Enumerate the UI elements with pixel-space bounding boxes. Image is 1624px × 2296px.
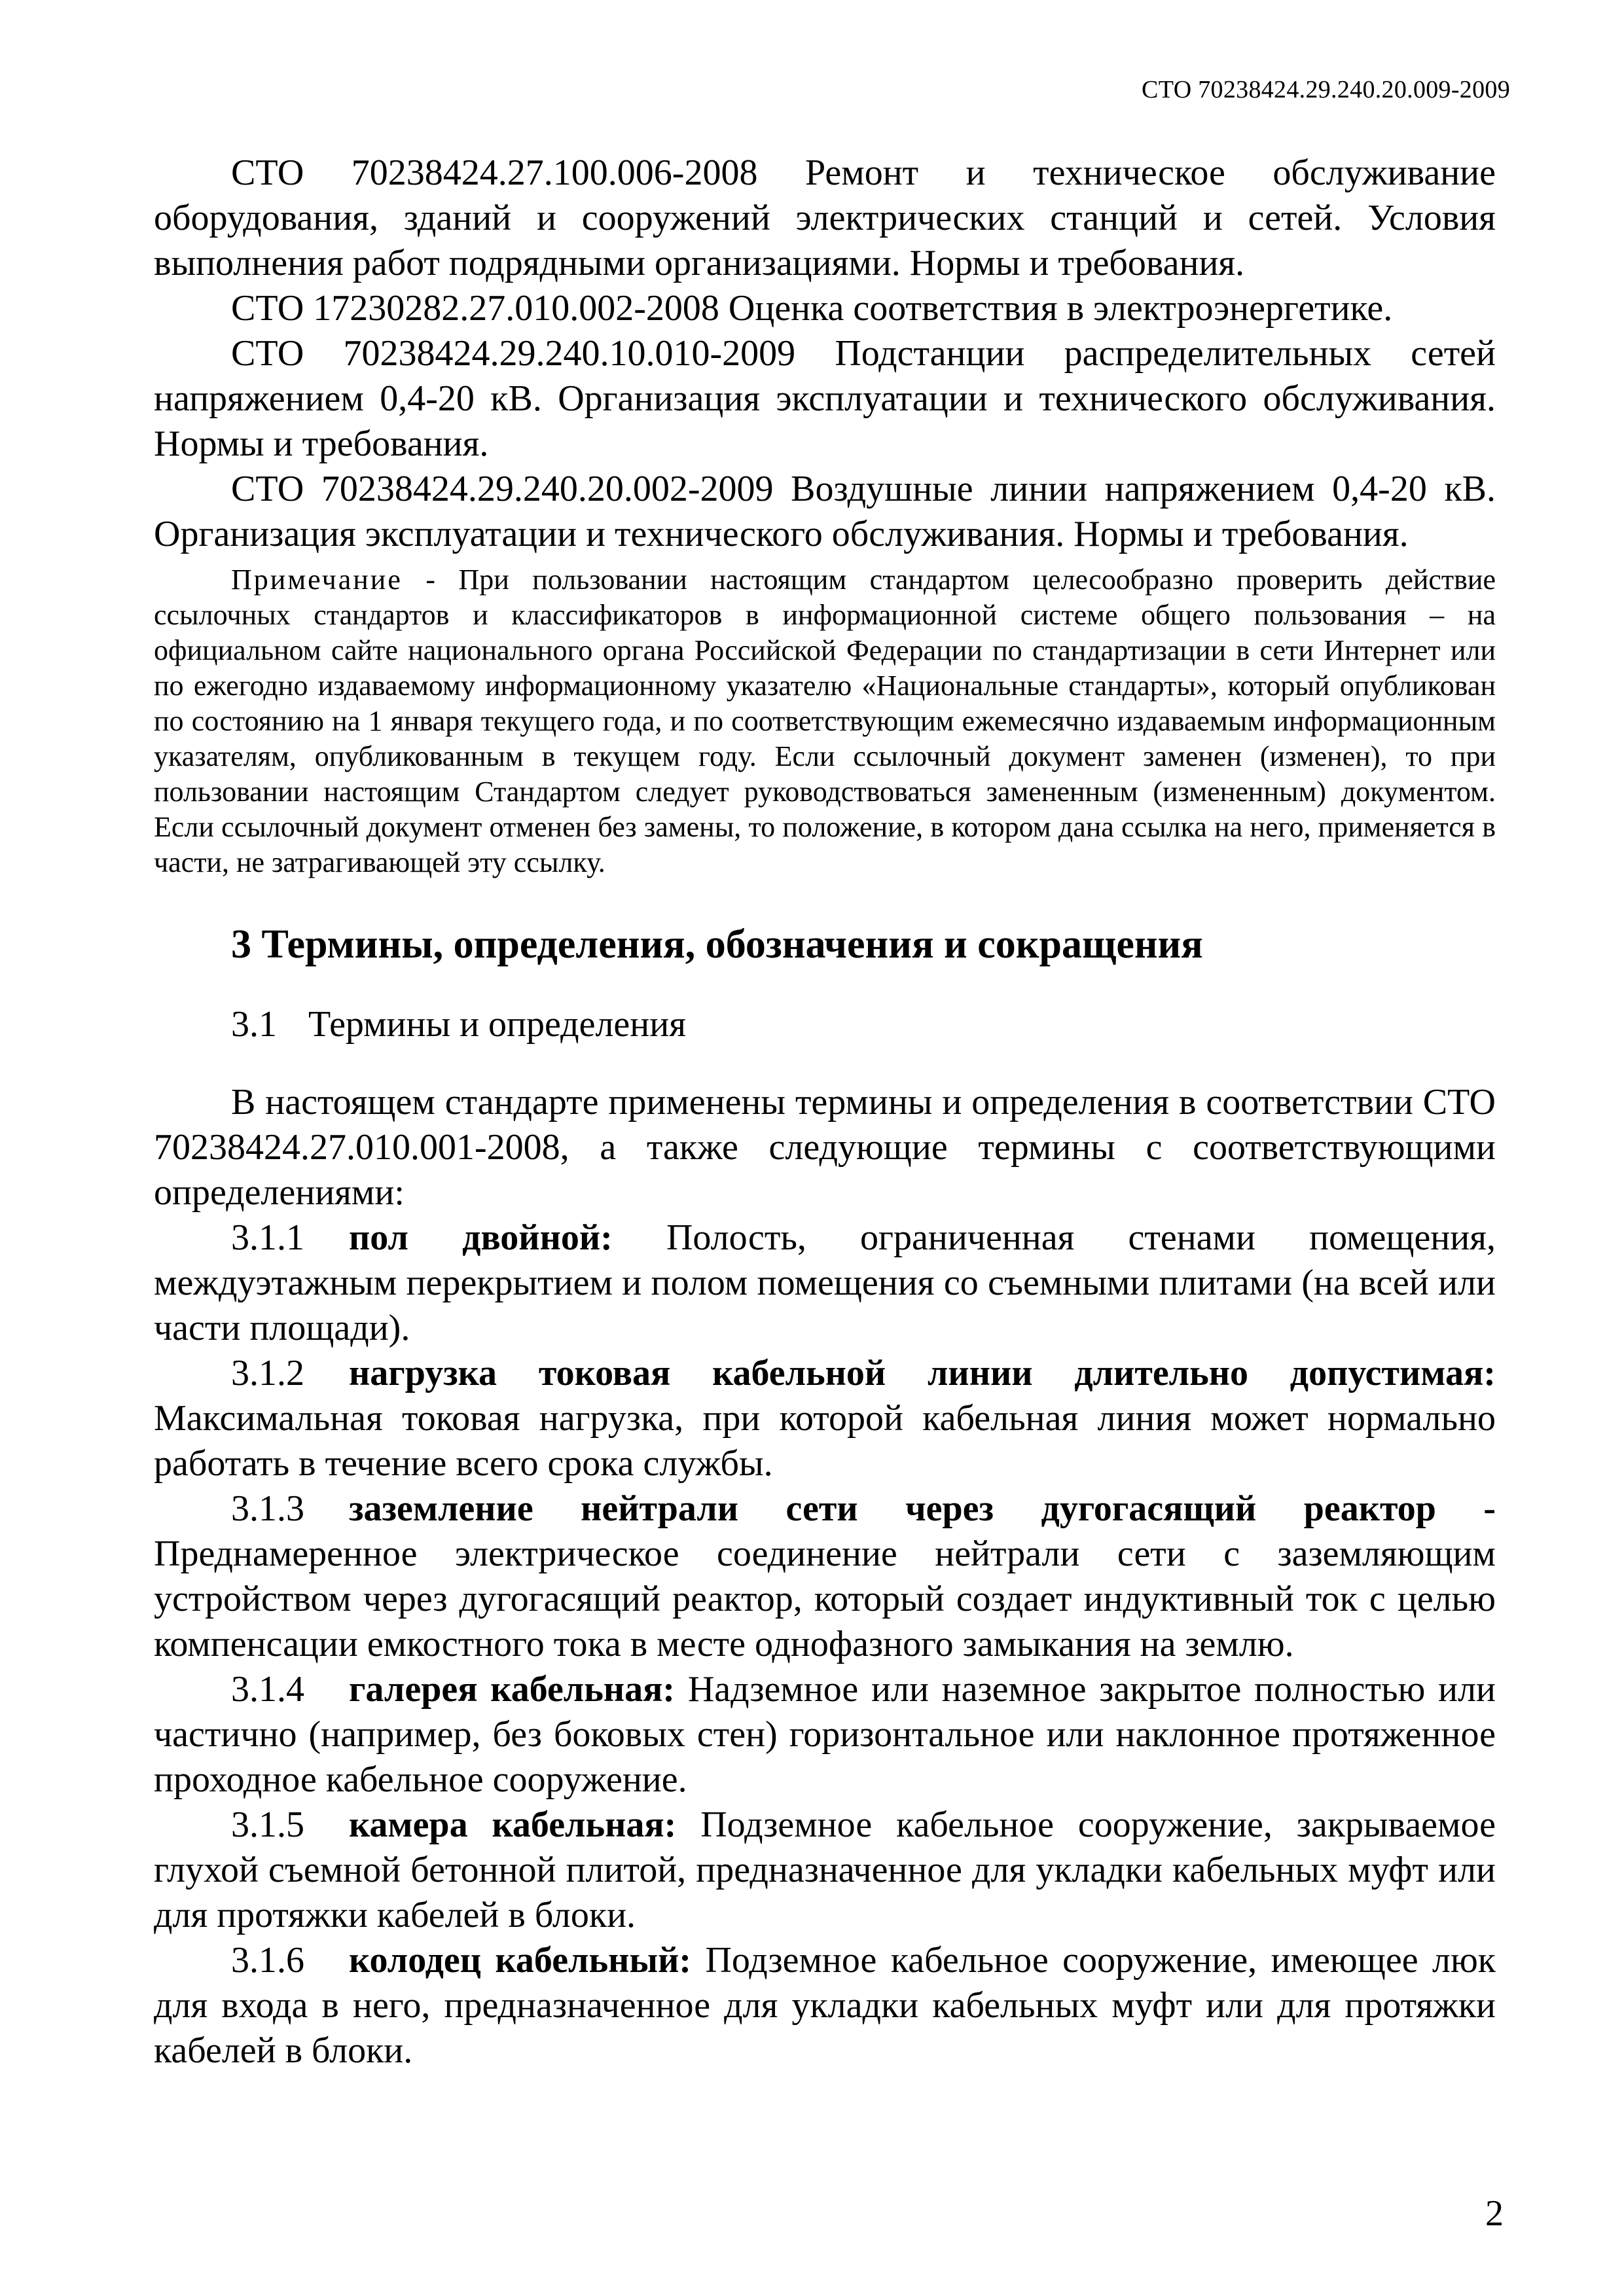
page-number: 2: [1485, 2193, 1504, 2234]
term-text: Подземное кабельное сооружение, имеющее люк для входа в него, предназначенное для укладки кабельных муфт или для протяжки кабелей в блоки.: [154, 1940, 1496, 2071]
term-definition: [154, 1486, 1496, 1667]
term-text: Преднамеренное электрическое соединение нейтрали сети с заземляющим устройством через дугогасящий реактор, который создает индуктивный ток с целью компенсации емкостного тока в месте однофазного замыкания на землю.: [154, 1534, 1496, 1664]
term-number: 3.1.1: [231, 1217, 304, 1258]
term-name: галерея кабельная:: [349, 1669, 676, 1710]
term-number: 3.1.3: [231, 1488, 304, 1529]
term-name: заземление нейтрали сети через дугогасящий реактор -: [349, 1488, 1496, 1529]
term-definition: [154, 1667, 1496, 1803]
section-heading: 3 Термины, определения, обозначения и сокращения: [231, 922, 1203, 967]
note-label: Примечание: [231, 564, 403, 596]
term-name: камера кабельная:: [349, 1804, 677, 1845]
reference-item: СТО 70238424.27.100.006-2008 Ремонт и техническое обслуживание оборудования, зданий и сооружений электрических станций и сетей. Условия выполнения работ подрядными организациями. Нормы и требования.: [154, 152, 1496, 283]
subsection-heading: [154, 1002, 1496, 1047]
term-definition: [154, 1351, 1496, 1486]
term-number: 3.1.2: [231, 1353, 304, 1393]
term-name: колодец кабельный:: [349, 1940, 691, 1981]
reference-item: СТО 17230282.27.010.002-2008 Оценка соответствия в электроэнергетике.: [231, 288, 1393, 329]
term-name: пол двойной:: [349, 1217, 613, 1258]
note-text: - При пользовании настоящим стандартом целесообразно проверить действие ссылочных стандартов и классификаторов в информационной системе общего пользования – на официальном сайте национального органа Российской Федерации по стандартизации в сети Интернет или по ежегодно издаваемому информационному указателю «Национальные стандарты», который опубликован по состоянию на 1 января текущего года, и по соответствующим ежемесячно издаваемым информационным указателям, опубликованным в текущем году. Если ссылочный документ заменен (изменен), то при пользовании настоящим Стандартом следует руководствоваться замененным (измененным) документом. Если ссылочный документ отменен без замены, то положение, в котором дана ссылка на него, применяется в части, не затрагивающей эту ссылку.: [154, 564, 1496, 878]
note-paragraph: [154, 562, 1496, 880]
reference-item: СТО 70238424.29.240.20.002-2009 Воздушные линии напряжением 0,4-20 кВ. Организация эксплуатации и технического обслуживания. Нормы и требования.: [154, 469, 1496, 554]
subsection-title: Термины и определения: [308, 1004, 686, 1045]
term-text: Максимальная токовая нагрузка, при которой кабельная линия может нормально работать в течение всего срока службы.: [154, 1398, 1496, 1484]
term-text: Надземное или наземное закрытое полностью или частично (например, без боковых стен) горизонтальное или наклонное протяженное проходное кабельное сооружение.: [154, 1669, 1496, 1800]
intro-paragraph: В настоящем стандарте применены термины и определения в соответствии СТО 70238424.27.010.001-2008, а также следующие термины с соответствующими определениями:: [154, 1082, 1496, 1213]
term-definition: [154, 1938, 1496, 2073]
running-header: СТО 70238424.29.240.20.009-2009: [1142, 76, 1510, 103]
term-definition: [154, 1215, 1496, 1351]
reference-item: СТО 70238424.29.240.10.010-2009 Подстанции распределительных сетей напряжением 0,4-20 кВ. Организация эксплуатации и технического обслуживания. Нормы и требования.: [154, 333, 1496, 464]
subsection-number: 3.1: [231, 1004, 277, 1045]
term-text: Полость, ограниченная стенами помещения, междуэтажным перекрытием и полом помещения со съемными плитами (на всей или части площади).: [154, 1217, 1496, 1348]
term-number: 3.1.5: [231, 1804, 304, 1845]
term-number: 3.1.4: [231, 1669, 304, 1710]
term-name: нагрузка токовая кабельной линии длительно допустимая:: [349, 1353, 1496, 1393]
page-content: [154, 151, 1496, 2073]
term-definition: [154, 1803, 1496, 1938]
term-number: 3.1.6: [231, 1940, 304, 1981]
term-text: Подземное кабельное сооружение, закрываемое глухой съемной бетонной плитой, предназначенное для укладки кабельных муфт или для протяжки кабелей в блоки.: [154, 1804, 1496, 1935]
